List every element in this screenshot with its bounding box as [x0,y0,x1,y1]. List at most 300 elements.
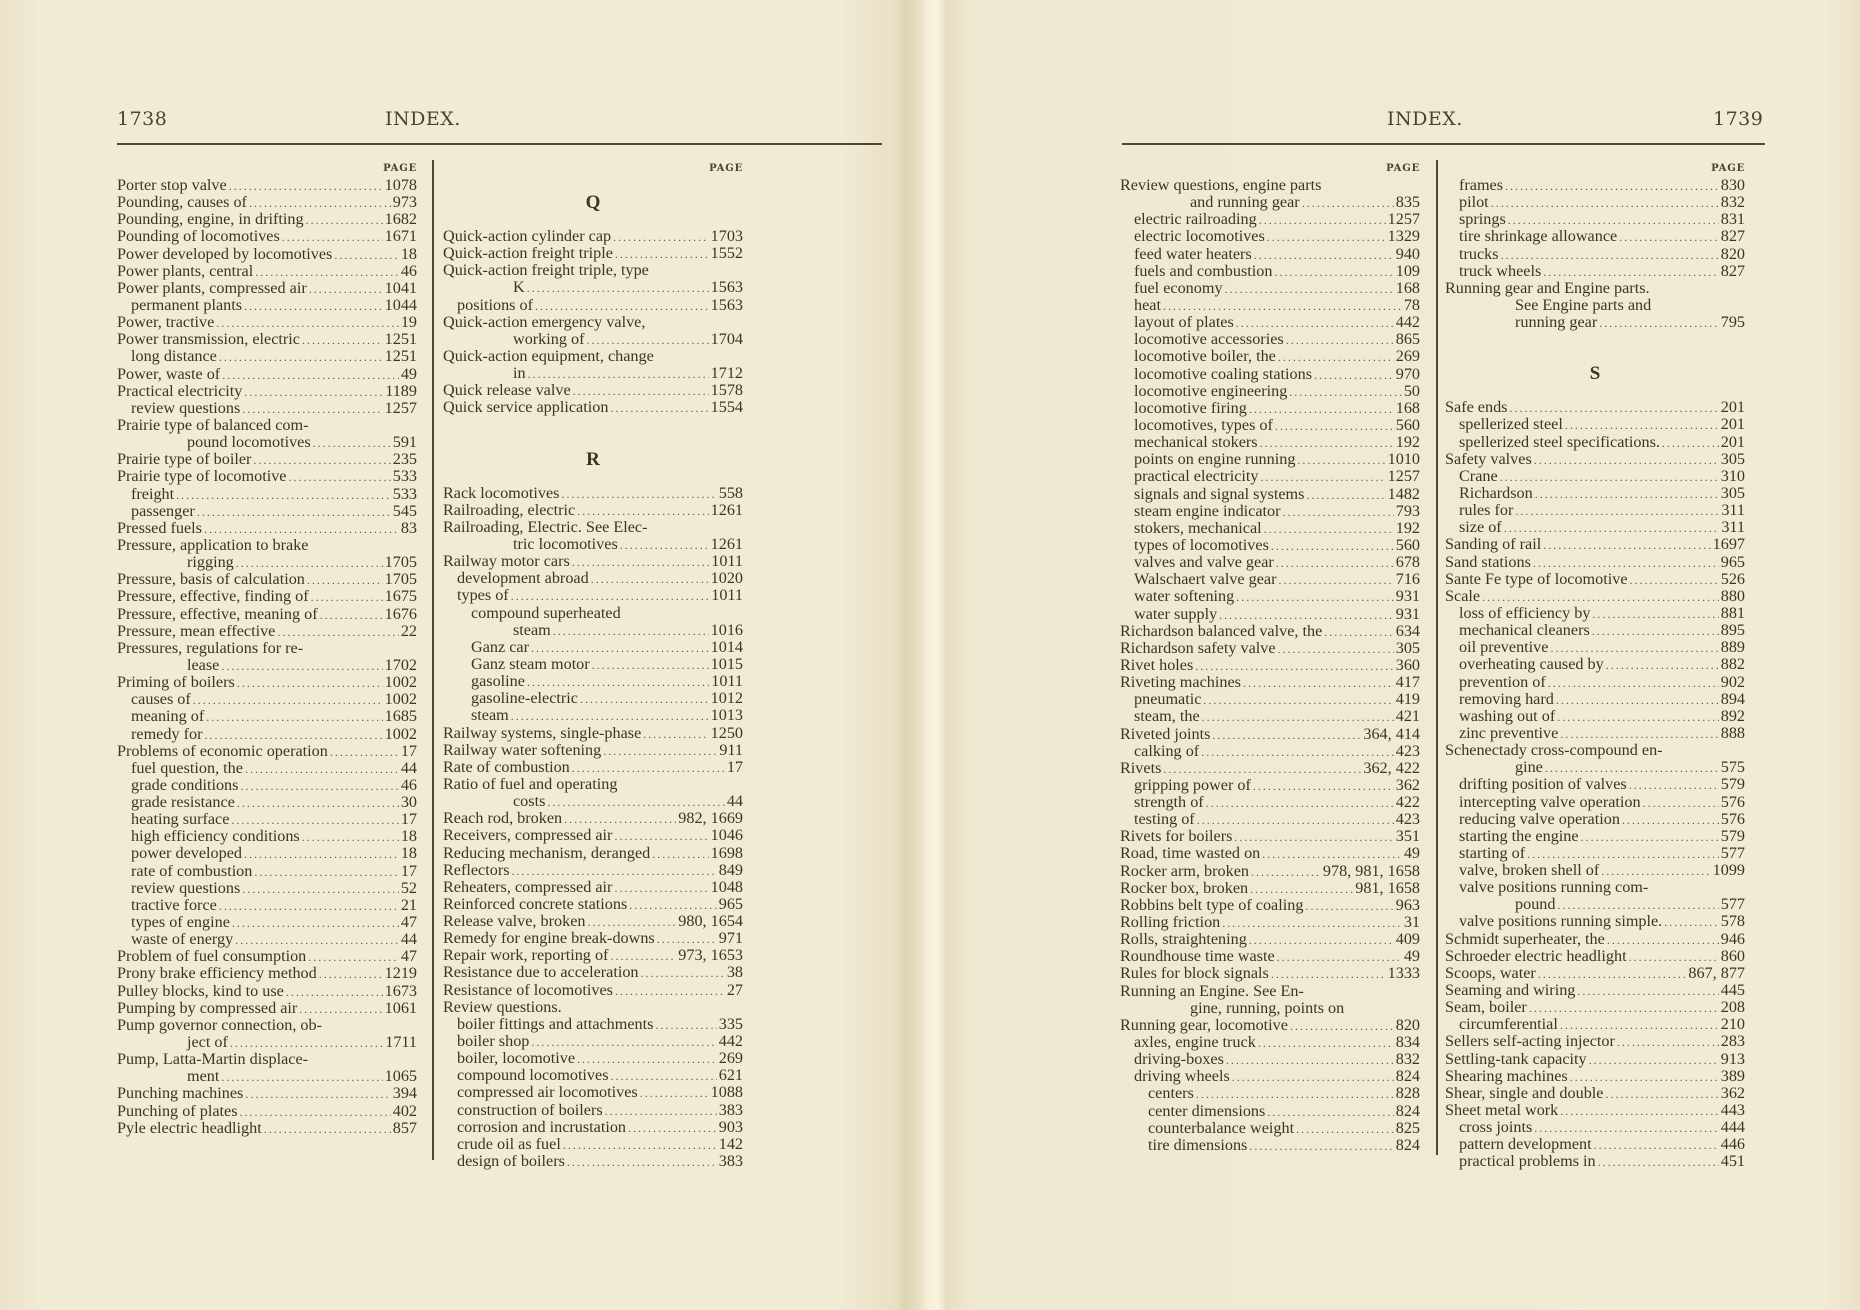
entry-term: grade resistance [131,793,235,812]
entry-page: 558 [718,483,743,502]
dot-leader [1260,469,1385,486]
dot-leader [643,726,708,743]
dot-leader [221,658,382,675]
entry-page: 210 [1720,1015,1745,1034]
entry-term: Quick-action freight triple, type [443,261,649,280]
index-entry [1445,948,1745,965]
dot-leader [1283,504,1394,521]
index-entry [1120,1103,1420,1120]
index-entry [443,331,743,348]
entry-term: waste of energy [131,930,234,949]
entry-page: 1012 [710,689,743,708]
entry-page: 1552 [710,244,743,263]
index-entry [117,1068,417,1085]
entry-page: 208 [1720,998,1745,1017]
entry-page: 1016 [710,620,743,639]
entry-term: gine, running, points on [1190,998,1345,1017]
entry-term: steam engine indicator [1134,501,1281,520]
entry-page: 443 [1720,1101,1745,1120]
entry-page: 820 [1720,244,1745,263]
entry-term: spellerized steel [1459,415,1563,434]
index-entry [1445,879,1745,896]
entry-term: heat [1134,295,1161,314]
entry-term: Riveted joints [1120,724,1211,743]
entry-page: 1099 [1712,861,1745,880]
index-entry [117,691,417,708]
entry-page: 1002 [384,690,417,709]
index-entry [117,520,417,537]
entry-page: 828 [1395,1084,1420,1103]
entry-term: circumferential [1459,1015,1558,1034]
dot-leader [655,1017,716,1034]
entry-page: 1250 [710,723,743,742]
entry-term: electric railroading [1134,210,1257,229]
entry-page: 17 [400,741,417,760]
column-divider [432,160,434,1160]
index-entry [117,400,417,417]
index-entry [1445,639,1745,656]
entry-term: types of [457,586,509,605]
index-entry [1120,914,1420,931]
index-entry [1445,536,1745,553]
entry-term: pneumatic [1134,690,1202,709]
running-head-left: INDEX. [385,108,461,130]
index-entry [443,279,743,296]
entry-page: 1482 [1387,484,1420,503]
index-entry [1120,623,1420,640]
index-entry [117,708,417,725]
index-entry [1120,417,1420,434]
entry-page: 579 [1720,826,1745,845]
entry-term: Shearing machines [1445,1066,1568,1085]
index-entry [1120,314,1420,331]
entry-term: Ganz steam motor [471,654,590,673]
index-entry [117,845,417,862]
entry-page: 47 [400,913,417,932]
dot-leader [206,709,382,726]
index-entry [1120,194,1420,211]
entry-term: compound locomotives [457,1066,609,1085]
index-entry [1120,177,1420,194]
entry-page: 1712 [710,364,743,383]
index-entry [443,673,743,690]
entry-term: in [513,364,526,383]
entry-term: Rocker arm, broken [1120,861,1250,880]
index-entry [1120,297,1420,314]
dot-leader [302,332,383,349]
entry-term: Railroading, Electric. See Elec- [443,517,648,536]
index-entry [1445,399,1745,416]
entry-term: long distance [131,347,217,366]
entry-term: Reach rod, broken [443,809,563,828]
entry-term: Robbins belt type of coaling [1120,895,1304,914]
entry-page: 1015 [710,654,743,673]
entry-page: 867, 877 [1688,963,1745,982]
entry-page: 1048 [710,877,743,896]
entry-term: Richardson [1459,483,1533,502]
entry-term: working of [513,329,585,348]
index-entry [1120,811,1420,828]
entry-term: Schroeder electric headlight [1445,946,1627,965]
dot-leader [1491,195,1719,212]
entry-term: Pumping by compressed air [117,998,298,1017]
index-column-4 [1445,160,1745,1171]
dot-leader [1630,572,1719,589]
dot-leader [1290,1018,1394,1035]
dot-leader [197,504,391,521]
entry-term: gasoline-electric [471,689,578,708]
index-entry [1445,708,1745,725]
entry-page: 1002 [384,724,417,743]
entry-term: electric locomotives [1134,227,1265,246]
entry-term: Prairie type of balanced com- [117,415,309,434]
index-entry [117,931,417,948]
index-entry [1445,1016,1745,1033]
entry-page: 1676 [384,604,417,623]
entry-term: permanent plants [131,295,243,314]
entry-page: 44 [400,758,417,777]
dot-leader [1577,983,1718,1000]
entry-page: 1014 [710,637,743,656]
index-entry [443,1102,743,1119]
dot-leader [1548,675,1719,692]
index-entry [117,1120,417,1137]
dot-leader [511,588,710,605]
entry-term: reducing valve operation [1459,809,1620,828]
entry-page: 634 [1395,621,1420,640]
entry-term: design of boilers [457,1152,565,1171]
index-entry [443,1084,743,1101]
entry-page: 1046 [710,826,743,845]
entry-page: 965 [1720,552,1745,571]
entry-term: pilot [1459,193,1489,212]
entry-page: 931 [1395,587,1420,606]
index-entry [1445,485,1745,502]
index-entry [1445,622,1745,639]
entry-term: valve positions running simple. [1459,912,1663,931]
entry-term: Pressures, regulations for re- [117,638,304,657]
index-entry [1120,1017,1420,1034]
entry-term: Pressure, effective, finding of [117,587,309,606]
entry-term: frames [1459,176,1504,194]
dot-leader [244,846,399,863]
index-entry [117,228,417,245]
entry-term: Seaming and wiring [1445,981,1576,1000]
book-spine [905,0,945,1310]
index-entry [1120,965,1420,982]
index-entry [1120,263,1420,280]
index-entry [1120,1085,1420,1102]
dot-leader [1314,367,1394,384]
dot-leader [1505,178,1719,195]
column-divider [1436,160,1438,1155]
dot-leader [572,554,709,571]
dot-leader [1543,537,1710,554]
index-entry [1445,280,1745,297]
entry-page: 44 [400,930,417,949]
entry-term: Resistance of locomotives [443,980,613,999]
index-entry [117,1017,417,1034]
entry-page: 422 [1395,793,1420,812]
entry-term: tire shrinkage allowance [1459,227,1618,246]
index-entry [1445,1051,1745,1068]
index-entry [1445,554,1745,571]
index-entry [1120,760,1420,777]
entry-page: 827 [1720,261,1745,280]
index-entry [443,690,743,707]
entry-term: high efficiency conditions [131,827,300,846]
dot-leader [244,384,383,401]
index-entry [1445,246,1745,263]
entry-term: compound superheated [471,603,621,622]
entry-page: 1554 [710,398,743,417]
entry-page: 824 [1395,1101,1420,1120]
entry-page: 1673 [384,981,417,1000]
index-entry [117,657,417,674]
entry-page: 1261 [710,500,743,519]
section-letter: Q [585,192,601,213]
entry-term: freight [131,484,175,503]
header-rule-right [1122,143,1765,145]
index-entry [1120,434,1420,451]
entry-page: 46 [400,775,417,794]
entry-page: 973 [392,193,417,212]
entry-term: Power developed by locomotives [117,244,333,263]
right-page [945,0,1860,1310]
entry-term: tric locomotives [513,534,618,553]
entry-page: 716 [1395,570,1420,589]
entry-page: 1088 [710,1083,743,1102]
dot-leader [1226,1052,1394,1069]
entry-page: 832 [1720,193,1745,212]
entry-page: 17 [400,810,417,829]
entry-term: Running gear and Engine parts. [1445,278,1650,297]
entry-page: 931 [1395,604,1420,623]
index-entry [117,965,417,982]
index-entry [443,519,743,536]
index-entry [117,897,417,914]
index-entry [1445,314,1745,331]
page-label: PAGE [1711,163,1745,174]
index-entry [1445,674,1745,691]
index-entry [443,1016,743,1033]
entry-page: 305 [1720,483,1745,502]
dot-leader [244,298,383,315]
entry-term: gine [1515,758,1543,777]
entry-term: valves and valve gear [1134,553,1274,572]
index-entry [443,656,743,673]
index-entry [1445,451,1745,468]
dot-leader [286,984,383,1001]
dot-leader [237,675,383,692]
entry-page: 533 [392,484,417,503]
dot-leader [1267,229,1386,246]
index-entry [1120,777,1420,794]
entry-page: 824 [1395,1135,1420,1154]
entry-page: 576 [1720,809,1745,828]
entry-page: 1705 [384,570,417,589]
index-entry [1445,725,1745,742]
entry-term: locomotive engineering [1134,381,1288,400]
index-entry [117,948,417,965]
entry-page: 311 [1721,518,1745,537]
index-entry [443,639,743,656]
entry-term: remedy for [131,724,203,743]
index-entry [1120,468,1420,485]
entry-list [117,177,417,1137]
dot-leader [222,367,399,384]
entry-term: Rules for block signals [1120,964,1269,983]
entry-page: 1675 [384,587,417,606]
entry-term: water softening [1134,587,1235,606]
entry-page: 1257 [1387,210,1420,229]
dot-leader [1276,555,1394,572]
index-entry [117,280,417,297]
entry-term: fuel question, the [131,758,243,777]
index-entry [1120,486,1420,503]
index-entry [117,297,417,314]
index-entry [1120,554,1420,571]
entry-term: types of engine [131,913,230,932]
entry-term: Punching of plates [117,1101,238,1120]
index-entry [117,263,417,280]
index-entry [443,348,743,365]
dot-leader [1279,572,1394,589]
index-entry [1445,1033,1745,1050]
entry-page: 451 [1720,1152,1745,1171]
index-entry [1120,863,1420,880]
entry-page: 892 [1720,706,1745,725]
entry-term: positions of [457,295,533,314]
entry-page: 109 [1395,261,1420,280]
entry-term: Quick-action equipment, change [443,346,654,365]
entry-term: practical problems in [1459,1152,1596,1171]
entry-term: grade conditions [131,775,239,794]
entry-term: Shear, single and double [1445,1083,1604,1102]
index-entry [1120,931,1420,948]
entry-term: Ganz car [471,637,529,656]
section-gap [443,417,743,434]
index-entry [1445,228,1745,245]
index-entry [1445,742,1745,759]
dot-leader [1629,777,1719,794]
entry-page: 1251 [384,330,417,349]
entry-term: compressed air locomotives [457,1083,638,1102]
entry-page: 446 [1720,1135,1745,1154]
dot-leader [245,1086,390,1103]
entry-term: Pressure, effective, meaning of [117,604,318,623]
entry-page: 1061 [384,998,417,1017]
entry-term: Rivets for boilers [1120,827,1233,846]
section-gap [1445,331,1745,348]
entry-page: 1682 [384,210,417,229]
entry-term: Rocker box, broken [1120,878,1249,897]
index-entry [1120,897,1420,914]
entry-term: points on engine running [1134,450,1296,469]
entry-page: 1189 [385,381,417,400]
entry-page: 1257 [384,398,417,417]
dot-leader [242,881,399,898]
entry-term: calking of [1134,741,1200,760]
index-entry [443,297,743,314]
entry-term: passenger [131,501,195,520]
index-entry [1120,657,1420,674]
entry-page: 973, 1653 [678,946,743,965]
index-entry [443,776,743,793]
index-entry [443,827,743,844]
index-entry [443,365,743,382]
entry-term: feed water heaters [1134,244,1252,263]
entry-page: 1257 [1387,467,1420,486]
entry-term: Safety valves [1445,449,1532,468]
entry-term: Seam, boiler [1445,998,1527,1017]
entry-page: 21 [400,895,417,914]
entry-page: 383 [718,1152,743,1171]
index-entry [1120,503,1420,520]
entry-page: 1261 [710,534,743,553]
entry-term: Richardson balanced valve, the [1120,621,1323,640]
entry-term: Rolls, straightening [1120,930,1247,949]
entry-term: Repair work, reporting of [443,946,609,965]
section-letter: R [586,448,600,470]
dot-leader [309,281,383,298]
entry-page: 305 [1720,449,1745,468]
index-entry [117,434,417,451]
index-entry [1120,537,1420,554]
entry-term: locomotives, types of [1134,415,1273,434]
entry-term: gasoline [471,672,525,691]
entry-page: 47 [400,947,417,966]
entry-term: locomotive boiler, the [1134,347,1276,366]
entry-term: Prony brake efficiency method [117,964,317,983]
dot-leader [302,829,399,846]
index-entry [1120,708,1420,725]
index-entry [117,366,417,383]
entry-page: 1011 [711,552,743,571]
dot-leader [307,572,383,589]
entry-page: 579 [1720,775,1745,794]
entry-term: Quick-action freight triple [443,244,613,263]
dot-leader [1212,727,1361,744]
entry-term: Safe ends [1445,398,1508,417]
entry-term: washing out of [1459,706,1556,725]
dot-leader [1225,281,1394,298]
entry-term: review questions [131,878,241,897]
entry-page: 795 [1720,313,1745,332]
entry-page: 882 [1720,655,1745,674]
entry-term: size of [1459,518,1502,537]
dot-leader [591,571,709,588]
index-entry [1120,211,1420,228]
dot-leader [1589,1052,1719,1069]
dot-leader [229,178,383,195]
index-entry [1120,726,1420,743]
entry-page: 576 [1720,792,1745,811]
entry-page: 1251 [384,347,417,366]
index-entry [1445,502,1745,519]
entry-term: Resistance due to acceleration [443,963,639,982]
index-entry [1120,828,1420,845]
entry-term: construction of boilers [457,1100,603,1119]
index-entry [1445,776,1745,793]
entry-term: Priming of boilers [117,673,235,692]
entry-term: Pump, Latta-Martin displace- [117,1050,309,1069]
index-entry [1120,606,1420,623]
entry-term: boiler shop [457,1032,530,1051]
entry-list [1120,177,1420,1154]
entry-page: 978, 981, 1658 [1322,861,1420,880]
entry-term: and running gear [1190,193,1300,212]
